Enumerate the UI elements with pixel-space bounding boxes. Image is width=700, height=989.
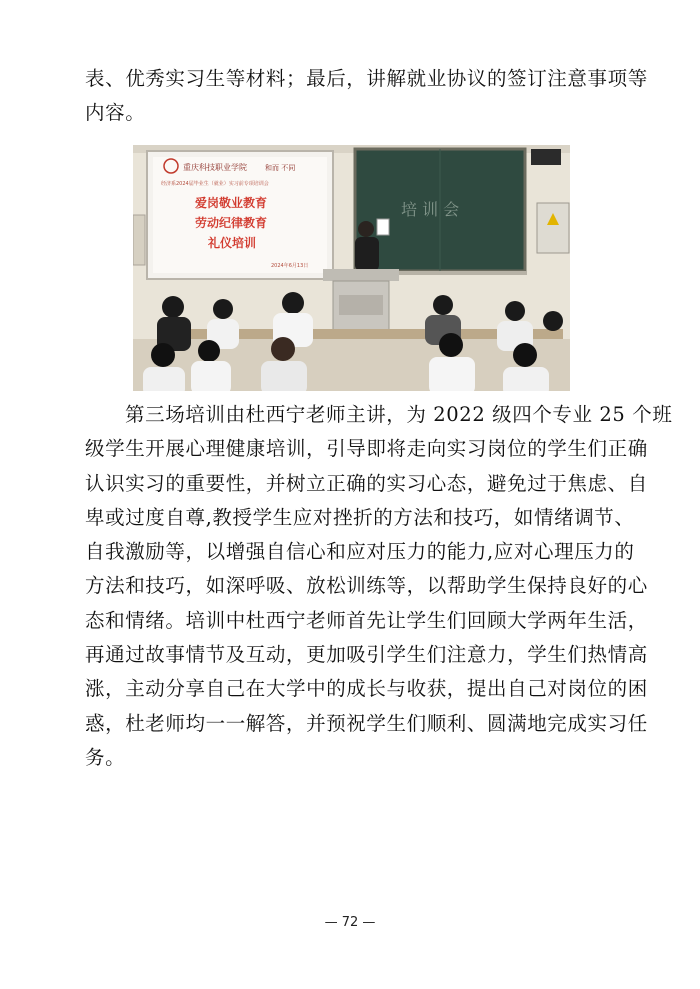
slide-footer: 2024年6月13日 (271, 263, 309, 269)
text-line: 涨，主动分享自己在大学中的成长与收获，提出自己对岗位的困 (85, 677, 648, 701)
slide-line: 礼仪培训 (208, 236, 257, 250)
top-paragraph (85, 62, 648, 131)
classroom-photo (133, 145, 570, 391)
text-line: 再通过故事情节及互动，更加吸引学生们注意力，学生们热情高 (85, 643, 648, 667)
text-line: 惑，杜老师均一一解答，并预祝学生们顺利、圆满地完成实习任 (85, 711, 648, 735)
main-paragraph (85, 398, 673, 775)
text-line: 方法和技巧，如深呼吸、放松训练等，以帮助学生保持良好的心 (85, 574, 648, 598)
text-line: 表、优秀实习生等材料；最后，讲解就业协议的签订注意事项等 (85, 67, 648, 90)
blackboard-text: 培 训 会 (401, 200, 460, 219)
slide-line: 爱岗敬业教育 (195, 196, 268, 210)
text-line: 内容。 (85, 101, 146, 125)
slide-subtitle: 经济系2024届毕业生（就业）实习前专项培训会 (161, 181, 269, 187)
text-line: 级学生开展心理健康培训，引导即将走向实习岗位的学生们正确 (85, 437, 648, 461)
podium (323, 269, 399, 281)
slide-logo-text: 重庆科技职业学院 (183, 163, 247, 172)
slide-logo-right: 和而 不同 (265, 164, 296, 172)
text-line: 务。 (85, 745, 126, 769)
slide-line: 劳动纪律教育 (195, 216, 268, 230)
text-line: 卑或过度自尊,教授学生应对挫折的方法和技巧，如情绪调节、 (85, 505, 635, 529)
text-line: 态和情绪。培训中杜西宁老师首先让学生们回顾大学两年生活， (85, 608, 648, 632)
page-number: — 72 — (324, 915, 376, 930)
text-line: 自我激励等，以增强自信心和应对压力的能力,应对心理压力的 (85, 540, 635, 564)
text-line: 认识实习的重要性，并树立正确的实习心态，避免过于焦虑、自 (85, 471, 648, 495)
text-line: 第三场培训由杜西宁老师主讲，为 2022 级四个专业 25 个班 (125, 403, 673, 426)
